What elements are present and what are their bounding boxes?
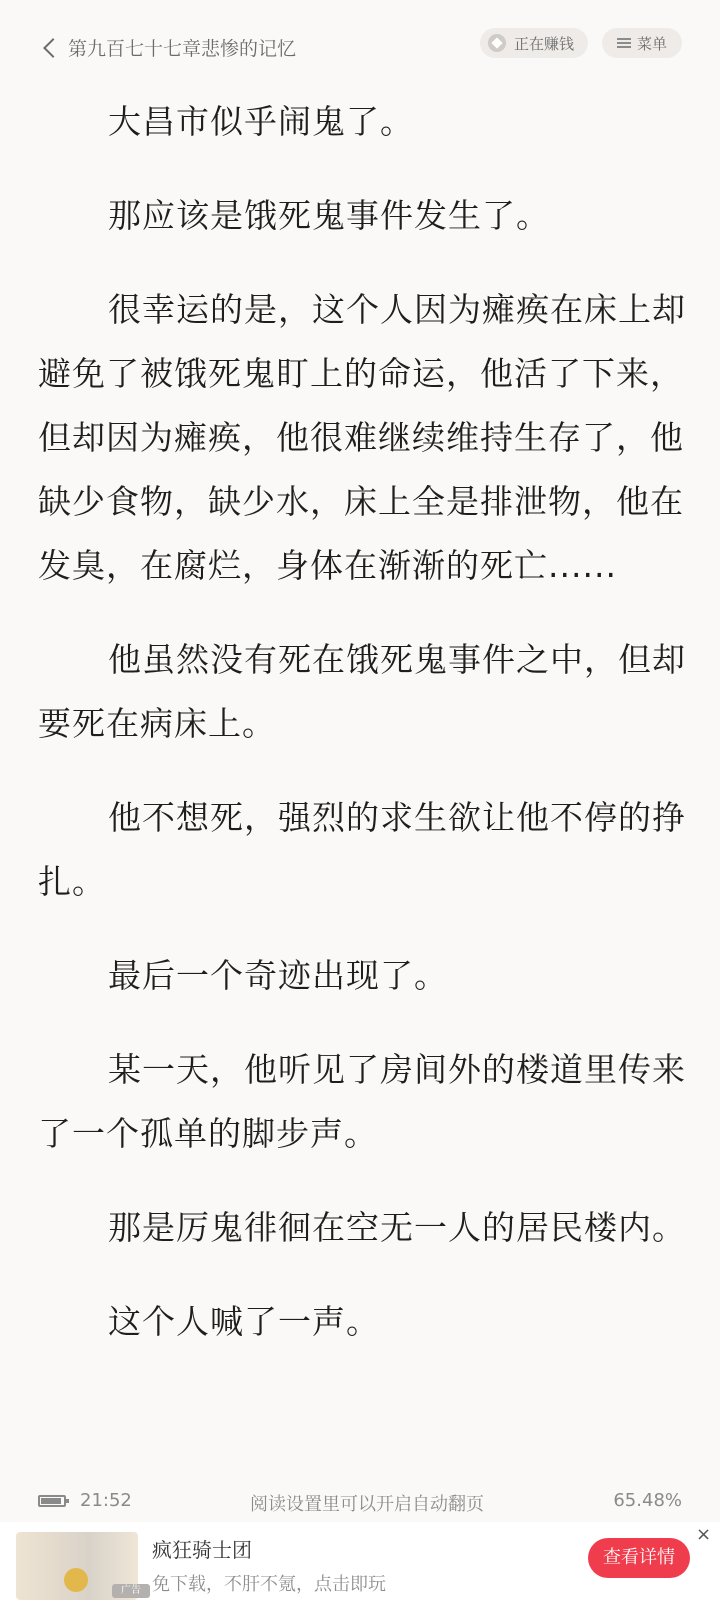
- coin-icon: [488, 34, 506, 52]
- back-button[interactable]: [40, 34, 296, 61]
- ad-thumbnail[interactable]: [16, 1532, 141, 1600]
- ad-subtitle: 免下载，不肝不氪，点击即玩: [152, 1574, 386, 1595]
- paragraph: 他虽然没有死在饿死鬼事件之中，但却要死在病床上。: [38, 640, 686, 743]
- chevron-left-icon: [43, 38, 63, 58]
- view-details-button[interactable]: 查看详情: [588, 1538, 690, 1578]
- game-logo-icon: [64, 1568, 88, 1592]
- ad-badge: 广告: [112, 1584, 150, 1598]
- paragraph: 他不想死，强烈的求生欲让他不停的挣扎。: [38, 798, 686, 901]
- paragraph: 那是厉鬼徘徊在空无一人的居民楼内。: [108, 1208, 686, 1247]
- ad-banner[interactable]: [0, 1522, 720, 1612]
- ad-title[interactable]: 疯狂骑士团: [152, 1538, 252, 1562]
- clock-time: 21:52: [80, 1490, 132, 1511]
- paragraph: 大昌市似乎闹鬼了。: [108, 102, 414, 141]
- paragraph: 最后一个奇迹出现了。: [108, 956, 448, 995]
- menu-label: 菜单: [636, 34, 667, 53]
- battery-icon: [38, 1495, 66, 1507]
- chapter-title: 第九百七十七章悲惨的记忆: [68, 38, 297, 60]
- reader-footer: [0, 1482, 720, 1522]
- paragraph: 这个人喊了一声。: [108, 1302, 380, 1341]
- paragraph: 某一天，他听见了房间外的楼道里传来了一个孤单的脚步声。: [38, 1050, 686, 1153]
- menu-icon: [617, 38, 631, 48]
- chapter-content[interactable]: [38, 90, 686, 1384]
- auto-page-tip: 阅读设置里可以开启自动翻页: [250, 1494, 484, 1515]
- menu-button[interactable]: [602, 28, 682, 58]
- reading-progress: 65.48%: [613, 1490, 682, 1511]
- paragraph: 很幸运的是，这个人因为瘫痪在床上却避免了被饿死鬼盯上的命运，他活了下来，但却因为瘫痪，他很难继续维持生存了，他缺少食物，缺少水，床上全是排泄物，他在发臭，在腐烂，身体在渐渐的死亡......: [38, 290, 686, 585]
- close-icon[interactable]: ×: [696, 1524, 712, 1545]
- earning-label: 正在赚钱: [514, 34, 575, 53]
- paragraph: 那应该是饿死鬼事件发生了。: [108, 196, 550, 235]
- reader-header: [0, 0, 720, 92]
- earning-button[interactable]: [480, 28, 588, 58]
